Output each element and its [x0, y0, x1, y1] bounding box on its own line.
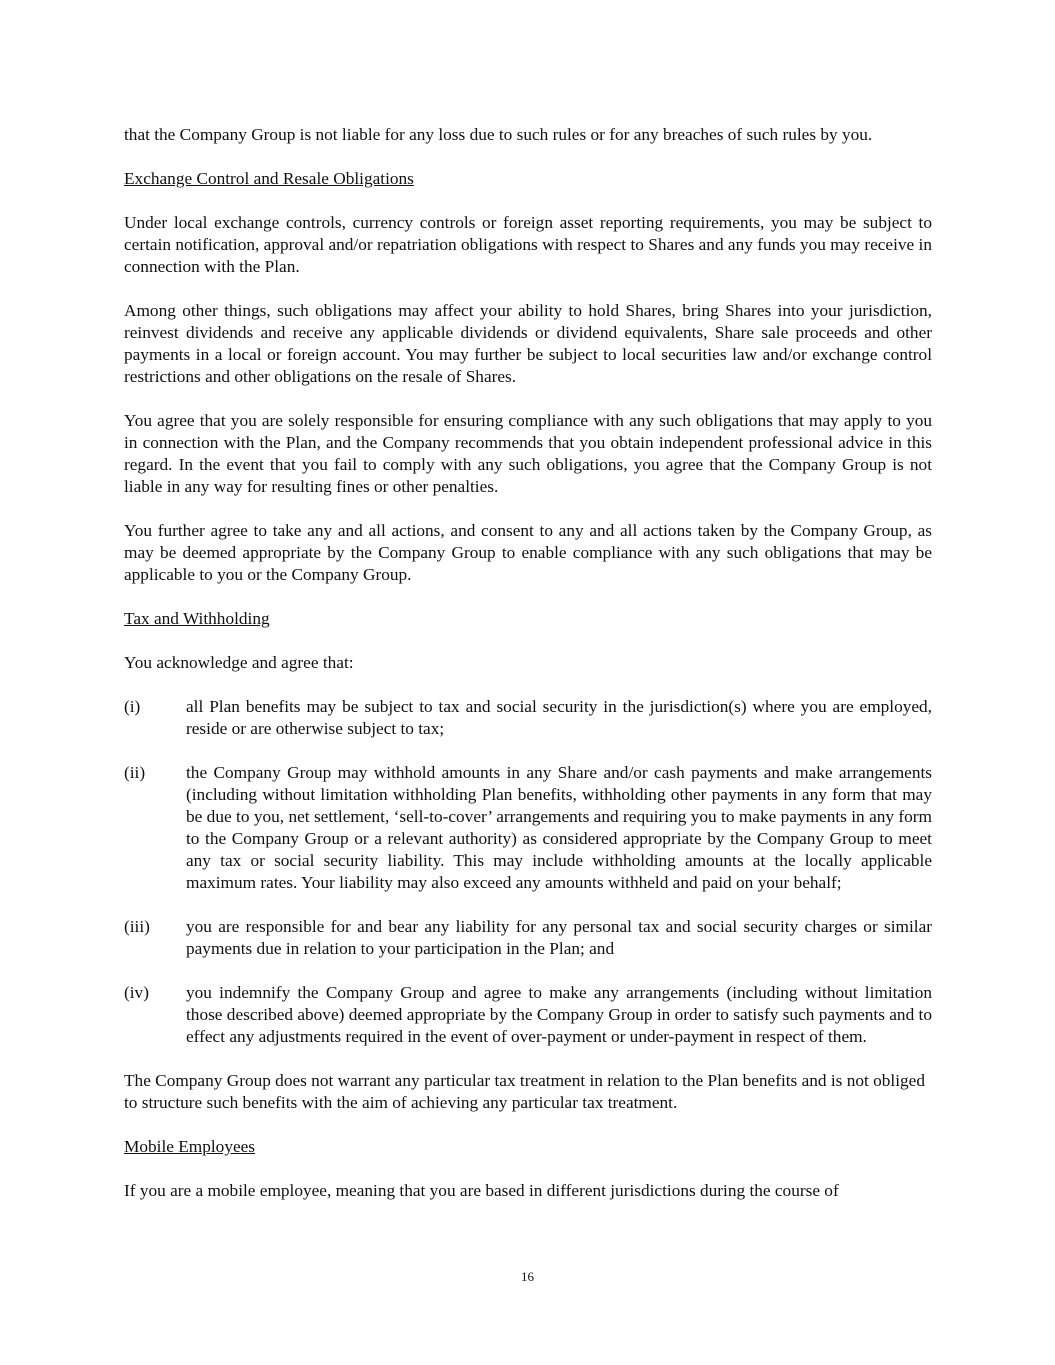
list-number: (ii): [124, 763, 146, 782]
list-text: you are responsible for and bear any liability for any personal tax and social security charges or similar payments due in relation to your participation in the Plan; and: [186, 917, 932, 958]
list-text: you indemnify the Company Group and agree to make any arrangements (including without limitation those described above) deemed appropriate by the Company Group in order to satisfy such payments and to effect any adjustments required in the event of over-payment or under-payment in respect of them.: [186, 983, 932, 1046]
heading-exchange-control: Exchange Control and Resale Obligations: [124, 169, 414, 188]
list-text: all Plan benefits may be subject to tax and social security in the jurisdiction(s) where you are employed, reside or are otherwise subject to tax;: [186, 697, 932, 738]
paragraph-exchange-controls: Under local exchange controls, currency controls or foreign asset reporting requirements, you may be subject to certain notification, approval and/or repatriation obligations with respect to Shares and any funds you may receive in connection with the Plan.: [124, 213, 932, 276]
paragraph-obligations-effects: Among other things, such obligations may affect your ability to hold Shares, bring Shares into your jurisdiction, reinvest dividends and receive any applicable dividends or dividend equivalents, Share sale proceeds and other payments in a local or foreign account. You may further be subject to local securities law and/or exchange control restrictions and other obligations on the resale of Shares.: [124, 301, 932, 386]
list-item-iv: [124, 982, 932, 1048]
heading-mobile-employees: Mobile Employees: [124, 1137, 256, 1156]
list-item-i: [124, 696, 932, 740]
list-number: (i): [124, 697, 141, 716]
page-number: 16: [521, 1269, 534, 1284]
paragraph-acknowledge: You acknowledge and agree that:: [124, 653, 354, 672]
paragraph-compliance-responsibility: You agree that you are solely responsible for ensuring compliance with any such obligations that may apply to you in connection with the Plan, and the Company recommends that you obtain independent professional advice in this regard. In the event that you fail to comply with any such obligations, you agree that the Company Group is not liable in any way for resulting fines or other penalties.: [124, 411, 932, 496]
list-item-ii: [124, 762, 932, 894]
paragraph-mobile-employee: If you are a mobile employee, meaning that you are based in different jurisdictions during the course of: [124, 1181, 839, 1200]
list-text: the Company Group may withhold amounts in any Share and/or cash payments and make arrangements (including without limitation withholding Plan benefits, withholding other payments in any form that may be due to you, net settlement, ‘sell-to-cover’ arrangements and requiring you to make payments in any form to the Company Group or a relevant authority) as considered appropriate by the Company Group to meet any tax or social security liability. This may include withholding amounts at the locally applicable maximum rates. Your liability may also exceed any amounts withheld and paid on your behalf;: [186, 763, 932, 892]
list-item-iii: [124, 916, 932, 960]
paragraph-continuation: that the Company Group is not liable for any loss due to such rules or for any breaches of such rules by you.: [124, 125, 873, 144]
heading-tax-withholding: Tax and Withholding: [124, 609, 270, 628]
paragraph-further-agreement: You further agree to take any and all actions, and consent to any and all actions taken by the Company Group, as may be deemed appropriate by the Company Group to enable compliance with any such obligations that may be applicable to you or the Company Group.: [124, 521, 932, 584]
document-page: [124, 124, 932, 1224]
list-number: (iv): [124, 983, 149, 1002]
list-number: (iii): [124, 917, 150, 936]
paragraph-no-warranty: The Company Group does not warrant any particular tax treatment in relation to the Plan benefits and is not obliged to structure such benefits with the aim of achieving any particular tax treatment.: [124, 1071, 925, 1112]
